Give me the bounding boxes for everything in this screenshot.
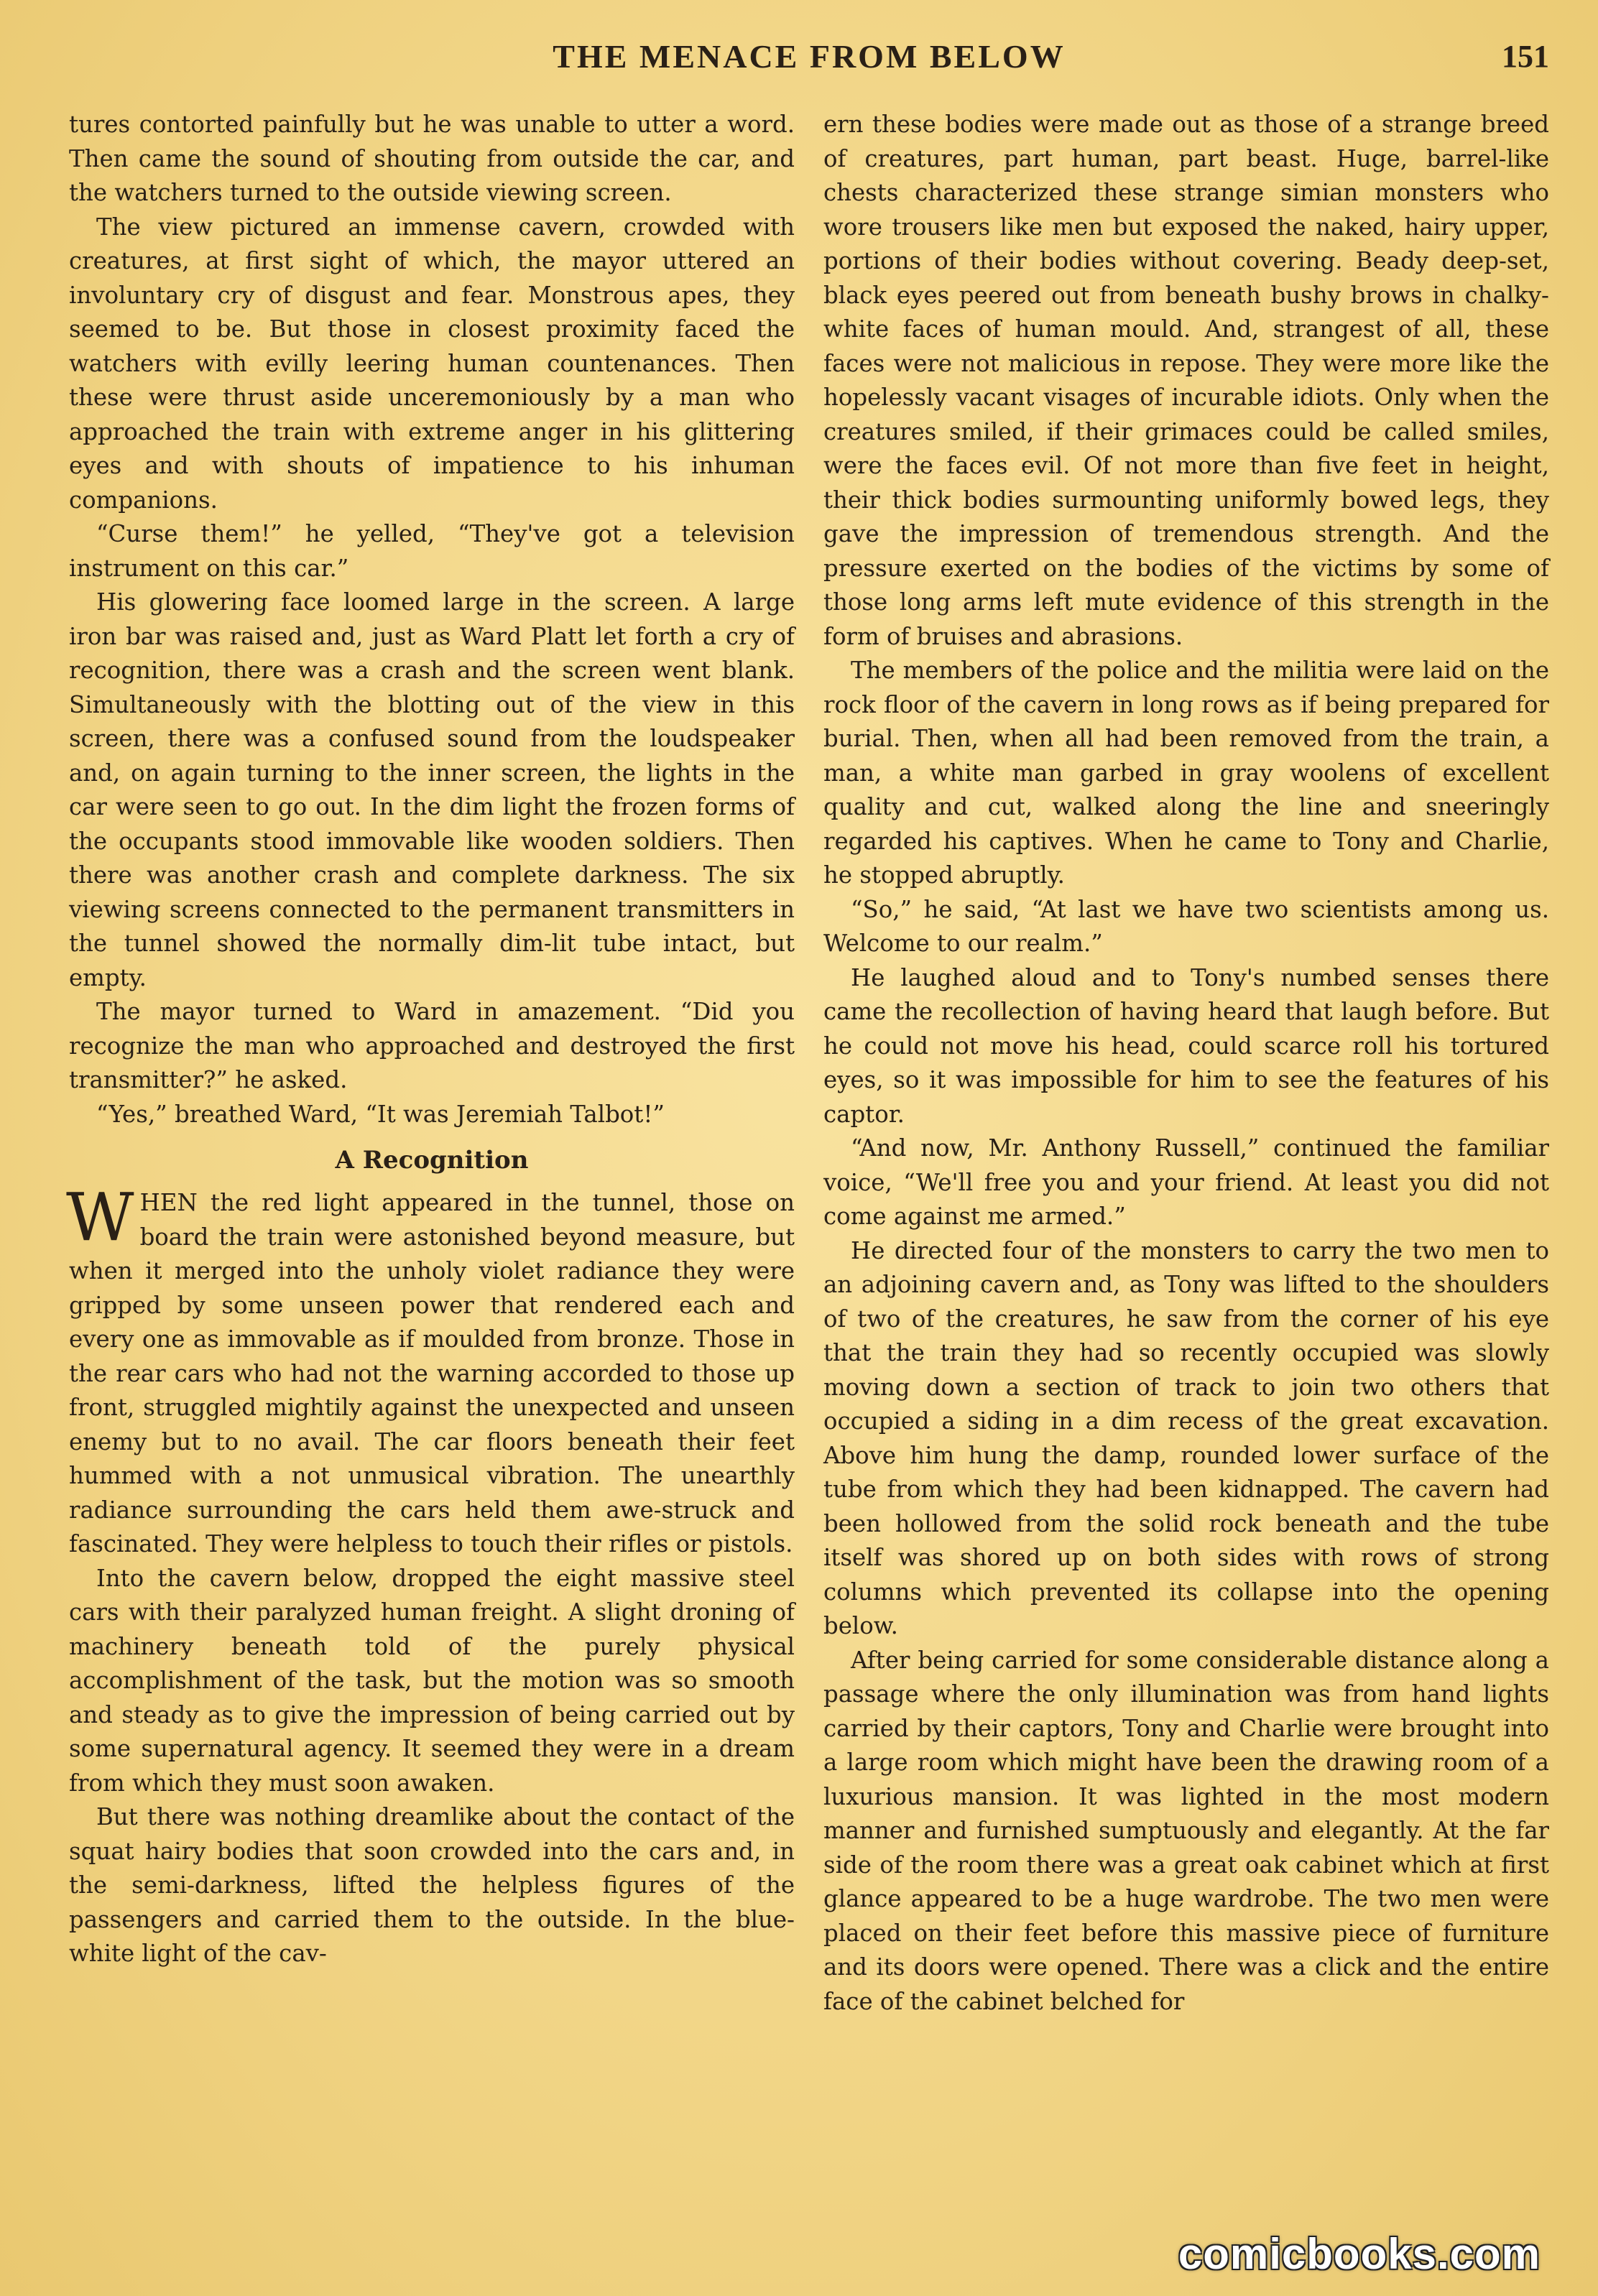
- dropcap-paragraph: [66, 1179, 795, 1562]
- page-header: [69, 32, 1549, 82]
- paragraph: “And now, Mr. Anthony Russell,” continued the familiar voice, “We'll free you and your friend. At least you did not come against me armed.”: [823, 1134, 1549, 1230]
- watermark: comicbooks.com: [1178, 2230, 1541, 2278]
- dropcap-paragraph-text: HEN the red light appeared in the tunnel, those on board the train were astonished beyond measure, but when it merged into the unholy violet radiance they were gripped by some unseen power that rendered each and every one as immovable as if moulded from bronze. Those in the rear cars who had not the warning accorded to those up front, struggled mightily against the unexpected and unseen enemy but to no avail. The car floors beneath their feet hummed with a not unmusical vibration. The unearthly radiance surrounding the cars held them awe-struck and fascinated. They were helpless to touch their rifles or pistols.: [69, 1189, 795, 1557]
- section-heading: A Recognition: [335, 1146, 529, 1175]
- paragraph: ern these bodies were made out as those of a strange breed of creatures, part human, part beast. Huge, barrel-like chests characterized these strange simian monsters who wore trousers like men but exposed the naked, hairy upper, portions of their bodies without covering. Beady deep-set, black eyes peered out from beneath bushy brows in chalky-white faces of human mould. And, strangest of all, these faces were not malicious in repose. They were more like the hopelessly vacant visages of incurable idiots. Only when the creatures smiled, if their grimaces could be called smiles, were the faces evil. Of not more than five feet in height, their thick bodies surmounting uniformly bowed legs, they gave the impression of tremendous strength. And the pressure exerted on the bodies of the victims by some of those long arms left mute evidence of this strength in the form of bruises and abrasions.: [823, 111, 1549, 650]
- drop-cap: W: [66, 1179, 134, 1256]
- right-column: [823, 108, 1549, 2019]
- paragraph: His glowering face loomed large in the screen. A large iron bar was raised and, just as Ward Platt let forth a cry of recognition, there was a crash and the screen went blank. Simultaneously with the blotting out of the view in this screen, there was a confused sound from the loudspeaker and, on again turning to the inner screen, the lights in the car were seen to go out. In the dim light the frozen forms of the occupants stood immovable like wooden soldiers. Then there was another crash and complete darkness. The six viewing screens connected to the permanent transmitters in the tunnel showed the normally dim-lit tube intact, but empty.: [69, 588, 795, 991]
- paragraph: tures contorted painfully but he was unable to utter a word. Then came the sound of shouting from outside the car, and the watchers turned to the outside viewing screen.: [69, 111, 795, 206]
- paragraph: The members of the police and the militia were laid on the rock floor of the cavern in long rows as if being prepared for burial. Then, when all had been removed from the train, a man, a white man garbed in gray woolens of excellent quality and cut, walked along the line and sneeringly regarded his captives. When he came to Tony and Charlie, he stopped abruptly.: [823, 657, 1549, 889]
- left-column: [66, 108, 795, 1971]
- paragraph: The mayor turned to Ward in amazement. “Did you recognize the man who approached and destroyed the first transmitter?” he asked.: [69, 998, 795, 1093]
- paragraph: “Yes,” breathed Ward, “It was Jeremiah Talbot!”: [96, 1100, 665, 1128]
- paragraph: He laughed aloud and to Tony's numbed senses there came the recollection of having heard that laugh before. But he could not move his head, could scarce roll his tortured eyes, so it was impossible for him to see the features of his captor.: [823, 963, 1549, 1128]
- paragraph: After being carried for some considerable distance along a passage where the only illumination was from hand lights carried by their captors, Tony and Charlie were brought into a large room which might have been the drawing room of a luxurious mansion. It was lighted in the most modern manner and furnished sumptuously and elegantly. At the far side of the room there was a great oak cabinet which at first glance appeared to be a huge wardrobe. The two men were placed on their feet before this massive piece of furniture and its doors were opened. There was a click and the entire face of the cabinet belched for: [823, 1646, 1549, 2015]
- paragraph: The view pictured an immense cavern, crowded with creatures, at first sight of which, the mayor uttered an involuntary cry of disgust and fear. Monstrous apes, they seemed to be. But those in closest proximity faced the watchers with evilly leering human countenances. Then these were thrust aside unceremoniously by a man who approached the train with extreme anger in his glittering eyes and with shouts of impatience to his inhuman companions.: [69, 213, 795, 514]
- paragraph: “So,” he said, “At last we have two scientists among us. Welcome to our realm.”: [823, 895, 1549, 957]
- running-title: THE MENACE FROM BELOW: [553, 38, 1066, 75]
- paragraph: He directed four of the monsters to carry the two men to an adjoining cavern and, as Tony was lifted to the shoulders of two of the creatures, he saw from the corner of his eye that the train they had so recently occupied was slowly moving down a section of track to join two others that occupied a siding in a dim recess of the great excavation. Above him hung the damp, rounded lower surface of the tube from which they had been kidnapped. The cavern had been hollowed from the solid rock beneath and the tube itself was shored up on both sides with rows of strong columns which prevented its collapse into the opening below.: [823, 1236, 1549, 1639]
- paragraph: But there was nothing dreamlike about the contact of the squat hairy bodies that soon crowded into the cars and, in the semi-darkness, lifted the helpless figures of the passengers and carried them to the outside. In the blue-white light of the cav-: [69, 1803, 795, 1967]
- paragraph: Into the cavern below, dropped the eight massive steel cars with their paralyzed human freight. A slight droning of machinery beneath told of the purely physical accomplishment of the task, but the motion was so smooth and steady as to give the impression of being carried out by some supernatural agency. It seemed they were in a dream from which they must soon awaken.: [69, 1564, 795, 1797]
- paragraph: “Curse them!” he yelled, “They've got a television instrument on this car.”: [69, 520, 795, 582]
- page-number: 151: [1502, 39, 1549, 74]
